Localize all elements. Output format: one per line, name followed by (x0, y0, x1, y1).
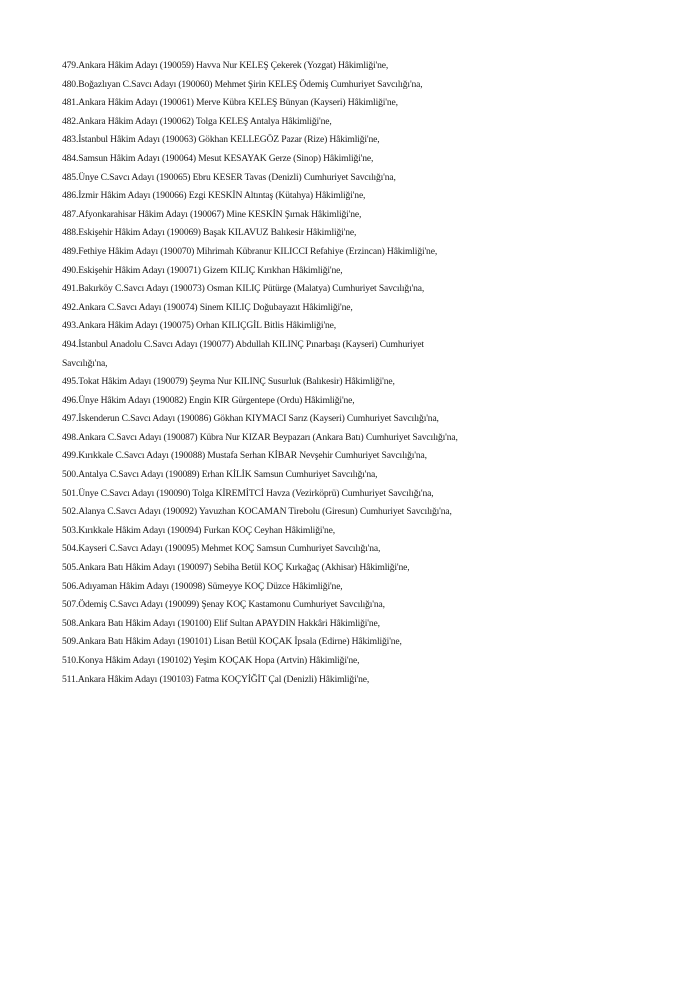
entry-text: İzmir Hâkim Adayı (190066) Ezgi KESKİN Altıntaş (Kütahya) Hâkimliği'ne, (78, 190, 366, 202)
entry-number: 510. (62, 655, 79, 666)
entry-text: Eskişehir Hâkim Adayı (190069) Başak KILAVUZ Balıkesir Hâkimliği'ne, (78, 227, 357, 239)
entry-number: 488. (62, 227, 79, 239)
entry-text: Boğazlıyan C.Savcı Adayı (190060) Mehmet Şirin KELEŞ Ödemiş Cumhuriyet Savcılığı'na, (78, 78, 423, 90)
list-item (62, 410, 662, 429)
entry-text: İstanbul Anadolu C.Savcı Adayı (190077) Abdullah KILINÇ Pınarbaşı (Kayseri) Cumhuriyet (78, 338, 424, 350)
entry-number: 498. (62, 431, 79, 443)
list-item (62, 317, 662, 336)
entry-text: Eskişehir Hâkim Adayı (190071) Gizem KILIÇ Kırıkhan Hâkimliği'ne, (78, 264, 343, 276)
list-item (62, 299, 662, 318)
list-item (62, 280, 662, 299)
entry-text: Ankara Batı Hâkim Adayı (190097) Sebiha Betül KOÇ Kırkağaç (Akhisar) Hâkimliği'ne, (78, 562, 410, 574)
entry-text: Samsun Hâkim Adayı (190064) Mesut KESAYAK Gerze (Sinop) Hâkimliği'ne, (78, 152, 374, 164)
entry-number: 479. (62, 60, 79, 71)
entry-number: 499. (62, 450, 79, 462)
entry-number: 505. (62, 562, 79, 574)
list-item (62, 94, 662, 113)
entry-text: Ödemiş C.Savcı Adayı (190099) Şenay KOÇ Kastamonu Cumhuriyet Savcılığı'na, (78, 599, 385, 611)
list-item (62, 131, 662, 150)
entry-text: Ünye C.Savcı Adayı (190065) Ebru KESER Tavas (Denizli) Cumhuriyet Savcılığı'na, (78, 171, 396, 183)
entry-number: 483. (62, 134, 79, 146)
entry-text: Ankara C.Savcı Adayı (190074) Sinem KILIÇ Doğubayazıt Hâkimliği'ne, (78, 301, 353, 313)
entry-text: Ünye C.Savcı Adayı (190090) Tolga KİREMİTCİ Havza (Vezirköprü) Cumhuriyet Savcılığı'na, (78, 487, 434, 499)
entry-text: Antalya C.Savcı Adayı (190089) Erhan KİLİK Samsun Cumhuriyet Savcılığı'na, (78, 469, 378, 481)
entry-number: 508. (62, 617, 79, 629)
entry-text: Afyonkarahisar Hâkim Adayı (190067) Mine KESKİN Şırnak Hâkimliği'ne, (78, 208, 362, 220)
entry-text: Ankara C.Savcı Adayı (190087) Kübra Nur KIZAR Beypazarı (Ankara Batı) Cumhuriyet Savcılığı'na, (78, 431, 458, 443)
entry-text: Alanya C.Savcı Adayı (190092) Yavuzhan KOCAMAN Tirebolu (Giresun) Cumhuriyet Savcılığı'na, (78, 506, 452, 518)
list-item (62, 485, 662, 504)
list-item (62, 57, 662, 76)
entry-text: Kayseri C.Savcı Adayı (190095) Mehmet KOÇ Samsun Cumhuriyet Savcılığı'na, (78, 543, 381, 555)
entry-number: 495. (62, 376, 79, 388)
list-item (62, 206, 662, 225)
list-item (62, 522, 662, 541)
list-item (62, 392, 662, 411)
entry-number: 501. (62, 487, 79, 499)
entry-text: Bakırköy C.Savcı Adayı (190073) Osman KILIÇ Pütürge (Malatya) Cumhuriyet Savcılığı'na, (78, 283, 425, 295)
list-item (62, 336, 662, 355)
list-item (62, 559, 662, 578)
entry-number: 484. (62, 152, 79, 164)
list-item (62, 503, 662, 522)
list-item (62, 615, 662, 634)
entry-number: 490. (62, 264, 79, 276)
entry-number: 480. (62, 78, 79, 90)
entry-text: Konya Hâkim Adayı (190102) Yeşim KOÇAK Hopa (Artvin) Hâkimliği'ne, (78, 655, 360, 666)
entry-number: 492. (62, 301, 79, 313)
entry-number: 487. (62, 208, 79, 220)
entry-number: 511. (62, 673, 78, 685)
entry-text: Ankara Hâkim Adayı (190061) Merve Kübra KELEŞ Bünyan (Kayseri) Hâkimliği'ne, (78, 97, 398, 109)
entry-text: Kırıkkale Hâkim Adayı (190094) Furkan KOÇ Ceyhan Hâkimliği'ne, (78, 524, 335, 536)
list-item (62, 243, 662, 262)
entry-number: 496. (62, 394, 79, 406)
list-item (62, 596, 662, 615)
entry-text: Ankara Hâkim Adayı (190062) Tolga KELEŞ Antalya Hâkimliği'ne, (78, 115, 332, 127)
list-item (62, 671, 662, 690)
entry-text: Adıyaman Hâkim Adayı (190098) Sümeyye KOÇ Düzce Hâkimliği'ne, (78, 580, 343, 592)
entry-text: Ankara Hâkim Adayı (190059) Havva Nur KELEŞ Çekerek (Yozgat) Hâkimliği'ne, (78, 60, 389, 71)
list-item (62, 466, 662, 485)
entry-number: 482. (62, 115, 79, 127)
list-item (62, 262, 662, 281)
entry-number: 502. (62, 506, 79, 518)
list-item (62, 373, 662, 392)
entry-number: 491. (62, 283, 79, 295)
entry-number: 506. (62, 580, 79, 592)
list-item (62, 540, 662, 559)
list-item (62, 224, 662, 243)
entry-continuation: Savcılığı'na, (62, 357, 108, 369)
list-item (62, 169, 662, 188)
entry-number: 500. (62, 469, 79, 481)
list-item (62, 187, 662, 206)
entry-number: 489. (62, 245, 79, 257)
list-item (62, 447, 662, 466)
list-item (62, 150, 662, 169)
entry-text: İskenderun C.Savcı Adayı (190086) Gökhan KIYMACI Sarız (Kayseri) Cumhuriyet Savcılığı'na, (78, 413, 439, 425)
list-item (62, 633, 662, 652)
entry-text: Fethiye Hâkim Adayı (190070) Mihrimah Kübranur KILICCI Refahiye (Erzincan) Hâkimliği'ne, (78, 245, 438, 257)
entry-number: 493. (62, 320, 79, 332)
appointment-list (62, 57, 662, 689)
entry-text: Tokat Hâkim Adayı (190079) Şeyma Nur KILINÇ Susurluk (Balıkesir) Hâkimliği'ne, (78, 376, 395, 388)
entry-number: 485. (62, 171, 79, 183)
entry-number: 486. (62, 190, 79, 202)
entry-number: 509. (62, 636, 79, 648)
entry-number: 504. (62, 543, 79, 555)
list-item (62, 113, 662, 132)
list-item (62, 76, 662, 95)
entry-number: 497. (62, 413, 79, 425)
list-item (62, 429, 662, 448)
entry-number: 507. (62, 599, 79, 611)
entry-number: 481. (62, 97, 79, 109)
entry-text: Ankara Batı Hâkim Adayı (190100) Elif Sultan APAYDIN Hakkâri Hâkimliği'ne, (78, 617, 380, 629)
entry-number: 494. (62, 338, 79, 350)
entry-text: Ankara Batı Hâkim Adayı (190101) Lisan Betül KOÇAK İpsala (Edirne) Hâkimliği'ne, (78, 636, 402, 648)
entry-text: Ankara Hâkim Adayı (190075) Orhan KILIÇGİL Bitlis Hâkimliği'ne, (78, 320, 337, 332)
entry-number: 503. (62, 524, 79, 536)
entry-text: Ünye Hâkim Adayı (190082) Engin KIR Gürgentepe (Ordu) Hâkimliği'ne, (78, 394, 355, 406)
list-item (62, 652, 662, 671)
list-item (62, 578, 662, 597)
entry-text: Ankara Hâkim Adayı (190103) Fatma KOÇYİĞİT Çal (Denizli) Hâkimliği'ne, (77, 673, 370, 685)
entry-text: Kırıkkale C.Savcı Adayı (190088) Mustafa Serhan KİBAR Nevşehir Cumhuriyet Savcılığı'na, (78, 450, 427, 462)
entry-text: İstanbul Hâkim Adayı (190063) Gökhan KELLEGÖZ Pazar (Rize) Hâkimliği'ne, (78, 134, 380, 146)
